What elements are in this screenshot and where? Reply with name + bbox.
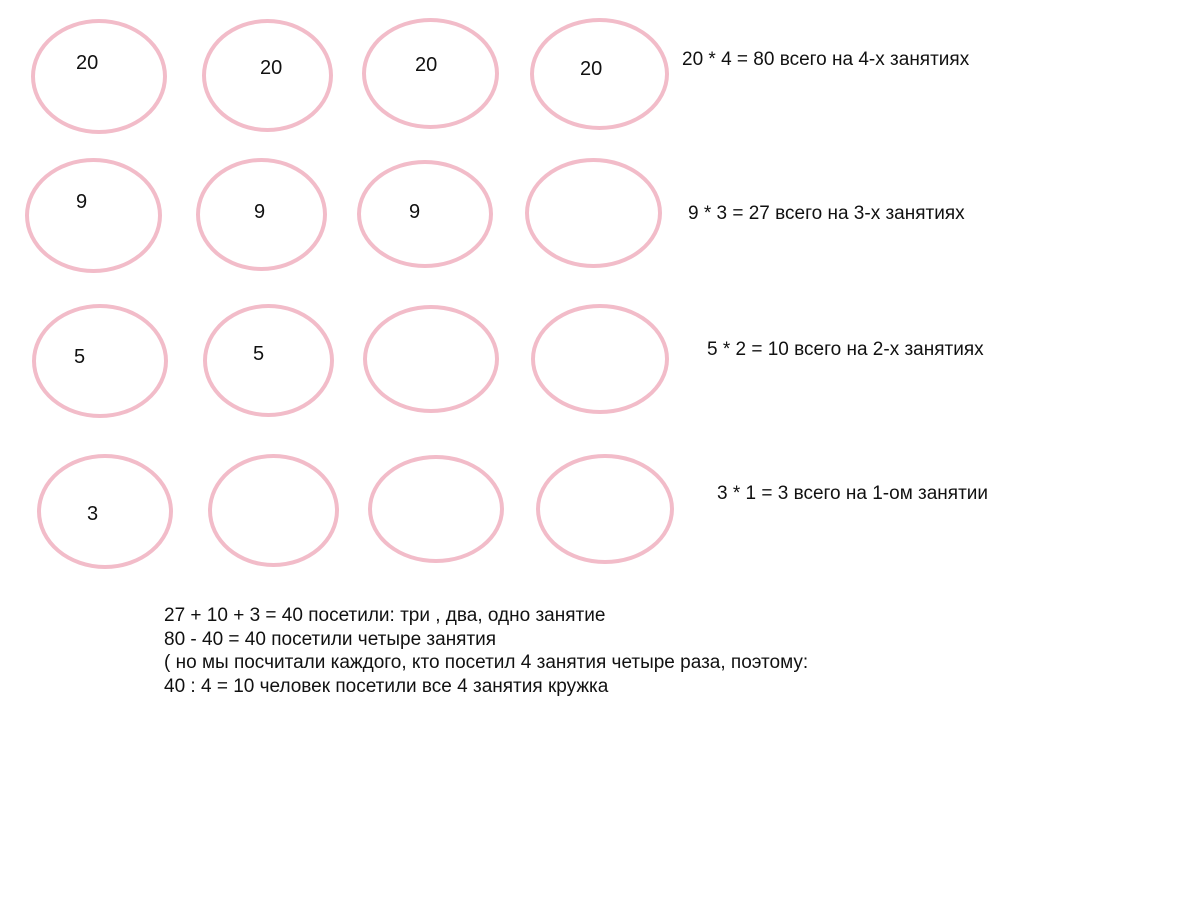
circle-label-r3-c1: 5 [74,346,86,368]
circle-r4-c1 [37,454,173,569]
circle-r3-c1 [32,304,168,418]
equation-row-4: 3 * 1 = 3 всего на 1-ом занятии [717,483,989,504]
circle-label-r1-c4: 20 [580,58,603,80]
equation-row-2: 9 * 3 = 27 всего на 3-х занятиях [688,203,965,224]
circle-label-r2-c2: 9 [254,201,266,223]
circle-r4-c3 [368,455,504,563]
note-line-3: ( но мы посчитали каждого, кто посетил 4 занятия четыре раза, поэтому: [164,652,809,673]
circle-label-r4-c1: 3 [87,503,99,525]
circle-r3-c2 [203,304,334,417]
circle-label-r1-c2: 20 [260,57,283,79]
circle-r1-c1 [31,19,167,134]
solution-notes [164,604,808,698]
circle-r4-c4 [536,454,674,564]
circle-label-r1-c1: 20 [76,52,99,74]
circle-label-r2-c1: 9 [76,191,88,213]
circle-label-r3-c2: 5 [253,343,265,365]
circle-label-r2-c3: 9 [409,201,421,223]
circle-r2-c3 [357,160,493,268]
circle-r2-c4 [525,158,662,268]
circle-r4-c2 [208,454,339,567]
equation-row-1: 20 * 4 = 80 всего на 4-х занятиях [682,49,970,70]
circle-r3-c4 [531,304,669,414]
note-line-2: 80 - 40 = 40 посетили четыре занятия [164,628,497,650]
note-line-1: 27 + 10 + 3 = 40 посетили: три , два, одно занятие [164,605,606,626]
note-line-4: 40 : 4 = 10 человек посетили все 4 занятия кружка [164,675,609,697]
equation-row-3: 5 * 2 = 10 всего на 2-х занятиях [707,339,984,360]
circle-label-r1-c3: 20 [415,54,438,76]
circle-r2-c1 [25,158,162,273]
circle-r3-c3 [363,305,499,413]
